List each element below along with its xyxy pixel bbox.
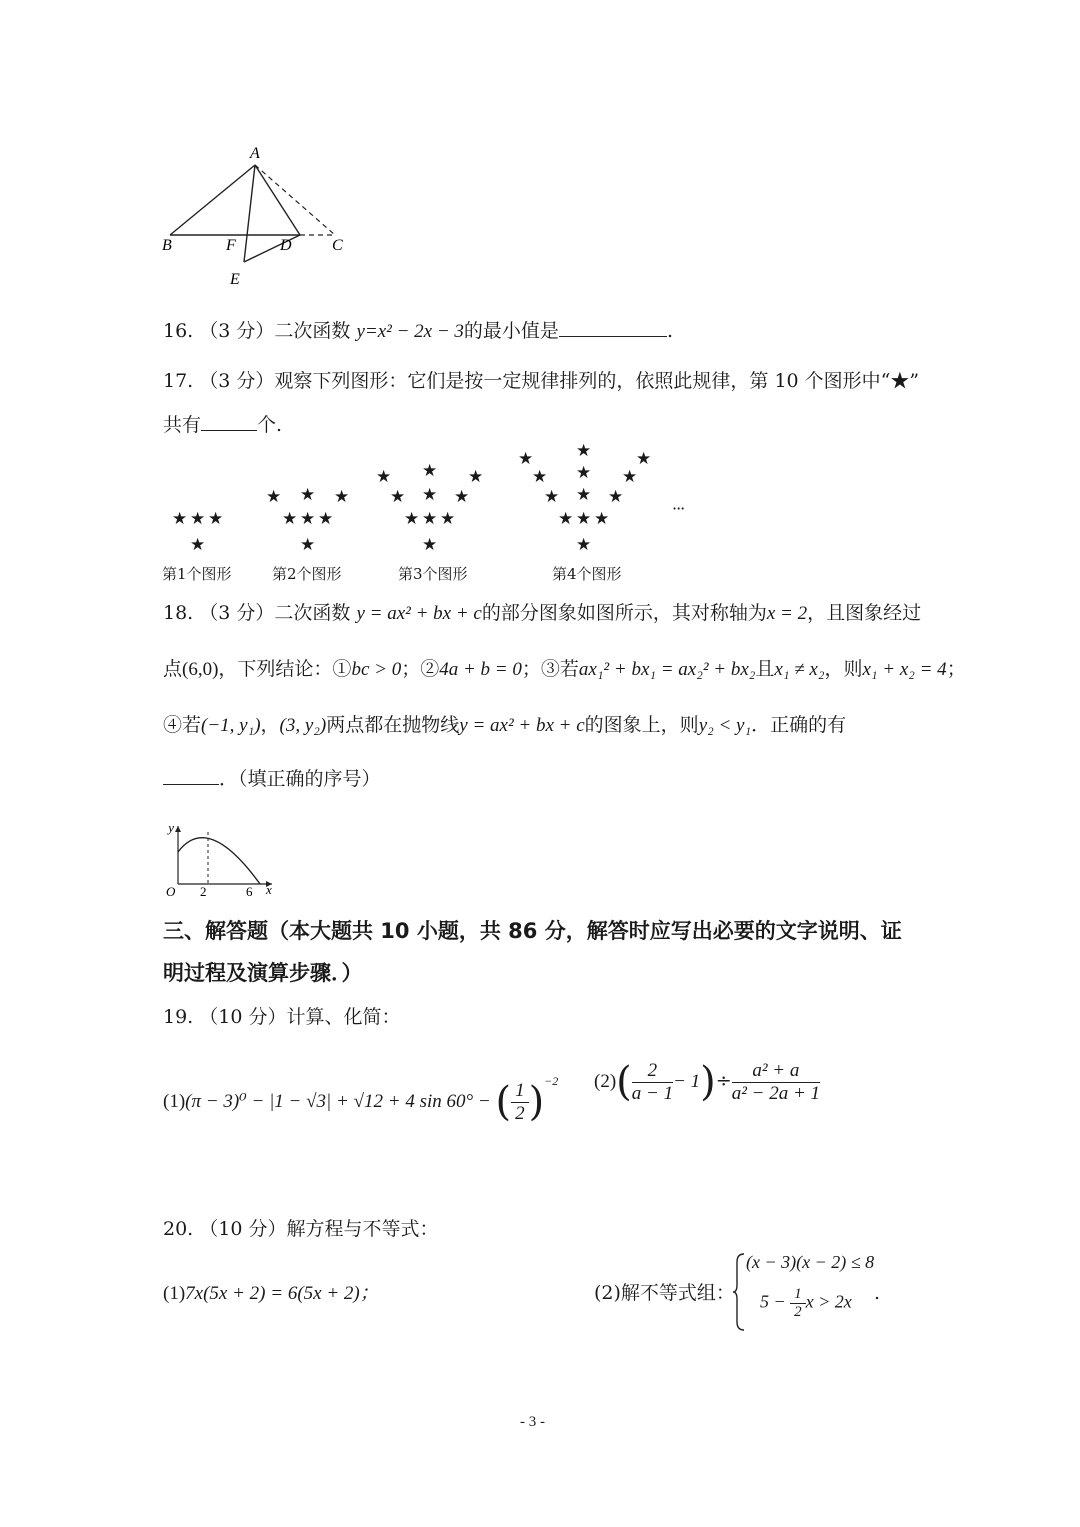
q16-text: 二次函数 <box>274 320 357 342</box>
brace-icon <box>732 1252 746 1332</box>
q19-p1-exponent: −2 <box>544 1074 559 1088</box>
q17-line1: 观察下列图形：它们是按一定规律排列的，依照此规律，第 10 个图形中“★” <box>274 370 920 392</box>
q18-number: 18. <box>163 602 194 624</box>
q20-inequality-system <box>732 1252 882 1332</box>
frac-num: 1 <box>790 1286 806 1304</box>
graph-label-2: 2 <box>200 884 207 899</box>
q18-point-1: (−1, y₁) <box>201 715 261 736</box>
q18-point: (6,0) <box>182 659 219 680</box>
caption-figure-3: 第3个图形 <box>398 565 468 583</box>
q19-p1-fraction <box>511 1080 529 1125</box>
q19-p2-fraction-1 <box>632 1060 673 1105</box>
star-icon: ★ <box>594 509 610 529</box>
q17-answer-blank[interactable] <box>201 410 257 431</box>
q19-p2-divide: ÷ <box>715 1070 732 1092</box>
q16-score: （3 分） <box>199 320 275 342</box>
caption-figure-2: 第2个图形 <box>272 565 342 583</box>
question-16: 16. （3 分）二次函数 y=x² − 2x − 3的最小值是 . <box>163 316 673 345</box>
graph-label-x: x <box>266 882 272 897</box>
ellipsis: ··· <box>672 499 685 518</box>
star-icon: ★ <box>422 509 438 529</box>
q19-p1-expr: (π − 3)⁰ − |1 − √3| + √12 + 4 sin 60° − <box>185 1091 496 1112</box>
q17-line2-after: 个. <box>257 414 283 436</box>
label-b: B <box>162 237 172 254</box>
q18-text: 的部分图象如图所示，其对称轴为 <box>481 602 767 624</box>
q18-inequality: y₂ < y₁ <box>698 715 752 736</box>
caption-figure-4: 第4个图形 <box>552 565 622 583</box>
q19-p2-minus: − 1 <box>673 1071 701 1092</box>
star-icon: ★ <box>190 535 206 555</box>
star-icon: ★ <box>518 449 534 469</box>
q20-p1-expr: 7x(5x + 2) = 6(5x + 2)； <box>185 1283 379 1304</box>
star-icon: ★ <box>608 487 624 507</box>
paren-right: ) <box>700 1059 716 1105</box>
star-icon: ★ <box>422 485 438 505</box>
ineq2-part-a: 5 − <box>760 1291 791 1312</box>
q18-text: ．（填正确的序号） <box>219 768 381 790</box>
label-a: A <box>250 145 260 162</box>
graph-label-o: O <box>166 884 176 899</box>
paren-left: ( <box>616 1059 632 1105</box>
paren-right: ) <box>528 1079 545 1125</box>
q20-part-1 <box>163 1280 379 1307</box>
q20-number: 20. <box>163 1218 194 1240</box>
q18-axis: x = 2 <box>766 603 808 624</box>
star-icon: ★ <box>300 509 316 529</box>
q18-score: （3 分） <box>199 602 275 624</box>
star-icon: ★ <box>454 487 470 507</box>
star-icon: ★ <box>576 441 592 461</box>
q18-formula: y = ax² + bx + c <box>459 715 585 736</box>
q20-text: 解方程与不等式： <box>286 1218 439 1240</box>
paren-left: ( <box>495 1079 512 1125</box>
star-icon: ★ <box>468 467 484 487</box>
frac-num: 1 <box>511 1080 529 1103</box>
star-icon: ★ <box>334 487 350 507</box>
q18-conclusion-2: 4a + b = 0 <box>439 659 522 680</box>
star-icon: ★ <box>300 535 316 555</box>
star-icon: ★ <box>422 535 438 555</box>
ineq2-part-b: x > 2x <box>805 1291 852 1312</box>
q18-text: ④若 <box>163 714 202 736</box>
q16-number: 16. <box>163 320 194 342</box>
frac-den: 2 <box>515 1102 525 1124</box>
section-3-title <box>163 916 902 946</box>
star-pattern-figures <box>160 435 720 585</box>
star-icon: ★ <box>544 487 560 507</box>
section-3-line1: 三、解答题（本大题共 10 小题，共 86 分，解答时应写出必要的文字说明、证 <box>163 919 902 943</box>
q18-text: 二次函数 <box>274 602 357 624</box>
q18-text: 且 <box>755 658 775 680</box>
q17-line2-before: 共有 <box>163 414 202 436</box>
q20-part-2 <box>594 1280 735 1306</box>
label-c: C <box>332 237 343 254</box>
q18-text: ；② <box>401 658 440 680</box>
graph-label-6: 6 <box>246 884 253 899</box>
question-19 <box>163 1004 401 1030</box>
q20-p2-label: (2)解不等式组： <box>594 1282 735 1304</box>
graph-label-y: y <box>168 820 174 835</box>
q18-answer-blank[interactable] <box>163 764 219 785</box>
star-icon: ★ <box>318 509 334 529</box>
question-18-line4 <box>163 764 381 792</box>
q20-score: （10 分） <box>199 1218 287 1240</box>
q18-point-2: (3, y₂) <box>279 715 327 736</box>
section-3-title-cont <box>163 958 363 988</box>
q18-text: ．正确的有 <box>751 714 847 736</box>
star-icon: ★ <box>532 467 548 487</box>
star-icon: ★ <box>636 449 652 469</box>
star-icon: ★ <box>404 509 420 529</box>
q18-conclusion-3: ax₁² + bx₁ = ax₂² + bx₂ <box>578 659 756 680</box>
star-icon: ★ <box>576 485 592 505</box>
triangle-figure <box>150 140 370 290</box>
frac-num: a² + a <box>732 1060 820 1083</box>
q18-conclusion-3c: x₁ + x₂ = 4 <box>862 659 947 680</box>
q18-text: 的图象上，则 <box>584 714 699 736</box>
star-icon: ★ <box>208 509 224 529</box>
ineq2-fraction <box>790 1286 806 1321</box>
q18-text: 两点都在抛物线 <box>326 714 460 736</box>
star-icon: ★ <box>390 487 406 507</box>
star-icon: ★ <box>440 509 456 529</box>
q20-p1-label: (1) <box>163 1283 186 1304</box>
q19-text: 计算、化简： <box>286 1006 401 1028</box>
star-icon: ★ <box>576 509 592 529</box>
q19-part-2 <box>594 1056 820 1107</box>
q19-number: 19. <box>163 1006 194 1028</box>
q18-text: ， <box>260 714 280 736</box>
label-d: D <box>280 237 292 254</box>
star-icon: ★ <box>558 509 574 529</box>
q19-p2-label: (2) <box>594 1071 617 1092</box>
q19-p2-fraction-2 <box>732 1060 820 1105</box>
q20-end-period: . <box>874 1282 881 1304</box>
question-20 <box>163 1216 439 1242</box>
q20-ineq-1: (x − 3)(x − 2) ≤ 8 <box>746 1252 875 1272</box>
label-f: F <box>226 237 236 254</box>
q18-text: ，下列结论：① <box>218 658 352 680</box>
star-icon: ★ <box>422 461 438 481</box>
q20-ineq-2 <box>760 1286 852 1321</box>
question-18-line2 <box>163 656 966 683</box>
page-number: - 3 - <box>520 1414 545 1430</box>
star-icon: ★ <box>190 509 206 529</box>
star-icon: ★ <box>376 467 392 487</box>
star-icon: ★ <box>300 485 316 505</box>
q19-part-1 <box>163 1056 558 1127</box>
question-17-line2 <box>163 410 282 438</box>
q19-p1-label: (1) <box>163 1091 186 1112</box>
q17-number: 17. <box>163 370 194 392</box>
q17-score: （3 分） <box>199 370 275 392</box>
q18-text: ； <box>946 658 966 680</box>
label-e: E <box>230 271 240 288</box>
star-icon: ★ <box>622 467 638 487</box>
q16-formula: y=x² − 2x − 3 <box>356 321 464 342</box>
q18-text: ，且图象经过 <box>807 602 922 624</box>
parabola-graph <box>160 818 290 903</box>
frac-den: a² − 2a + 1 <box>731 1082 821 1104</box>
star-icon: ★ <box>576 463 592 483</box>
star-icon: ★ <box>576 535 592 555</box>
q18-text: ；③若 <box>521 658 579 680</box>
q18-text: ，则 <box>824 658 863 680</box>
q18-conclusion-1: bc > 0 <box>351 659 402 680</box>
question-17 <box>163 368 919 394</box>
q18-conclusion-3b: x₁ ≠ x₂ <box>774 659 825 680</box>
q16-text-after: 的最小值是 <box>463 320 559 342</box>
caption-figure-1: 第1个图形 <box>162 565 232 583</box>
star-icon: ★ <box>282 509 298 529</box>
question-18-line3 <box>163 712 846 739</box>
question-18-line1 <box>163 600 921 627</box>
q19-score: （10 分） <box>199 1006 287 1028</box>
q16-answer-blank[interactable] <box>559 316 667 337</box>
star-icon: ★ <box>172 509 188 529</box>
frac-den: 2 <box>794 1304 802 1320</box>
section-3-line2: 明过程及演算步骤．） <box>163 961 363 985</box>
q18-text: 点 <box>163 658 183 680</box>
q18-formula: y = ax² + bx + c <box>356 603 482 624</box>
star-icon: ★ <box>266 487 282 507</box>
frac-den: a − 1 <box>631 1082 674 1104</box>
frac-num: 2 <box>632 1060 673 1083</box>
